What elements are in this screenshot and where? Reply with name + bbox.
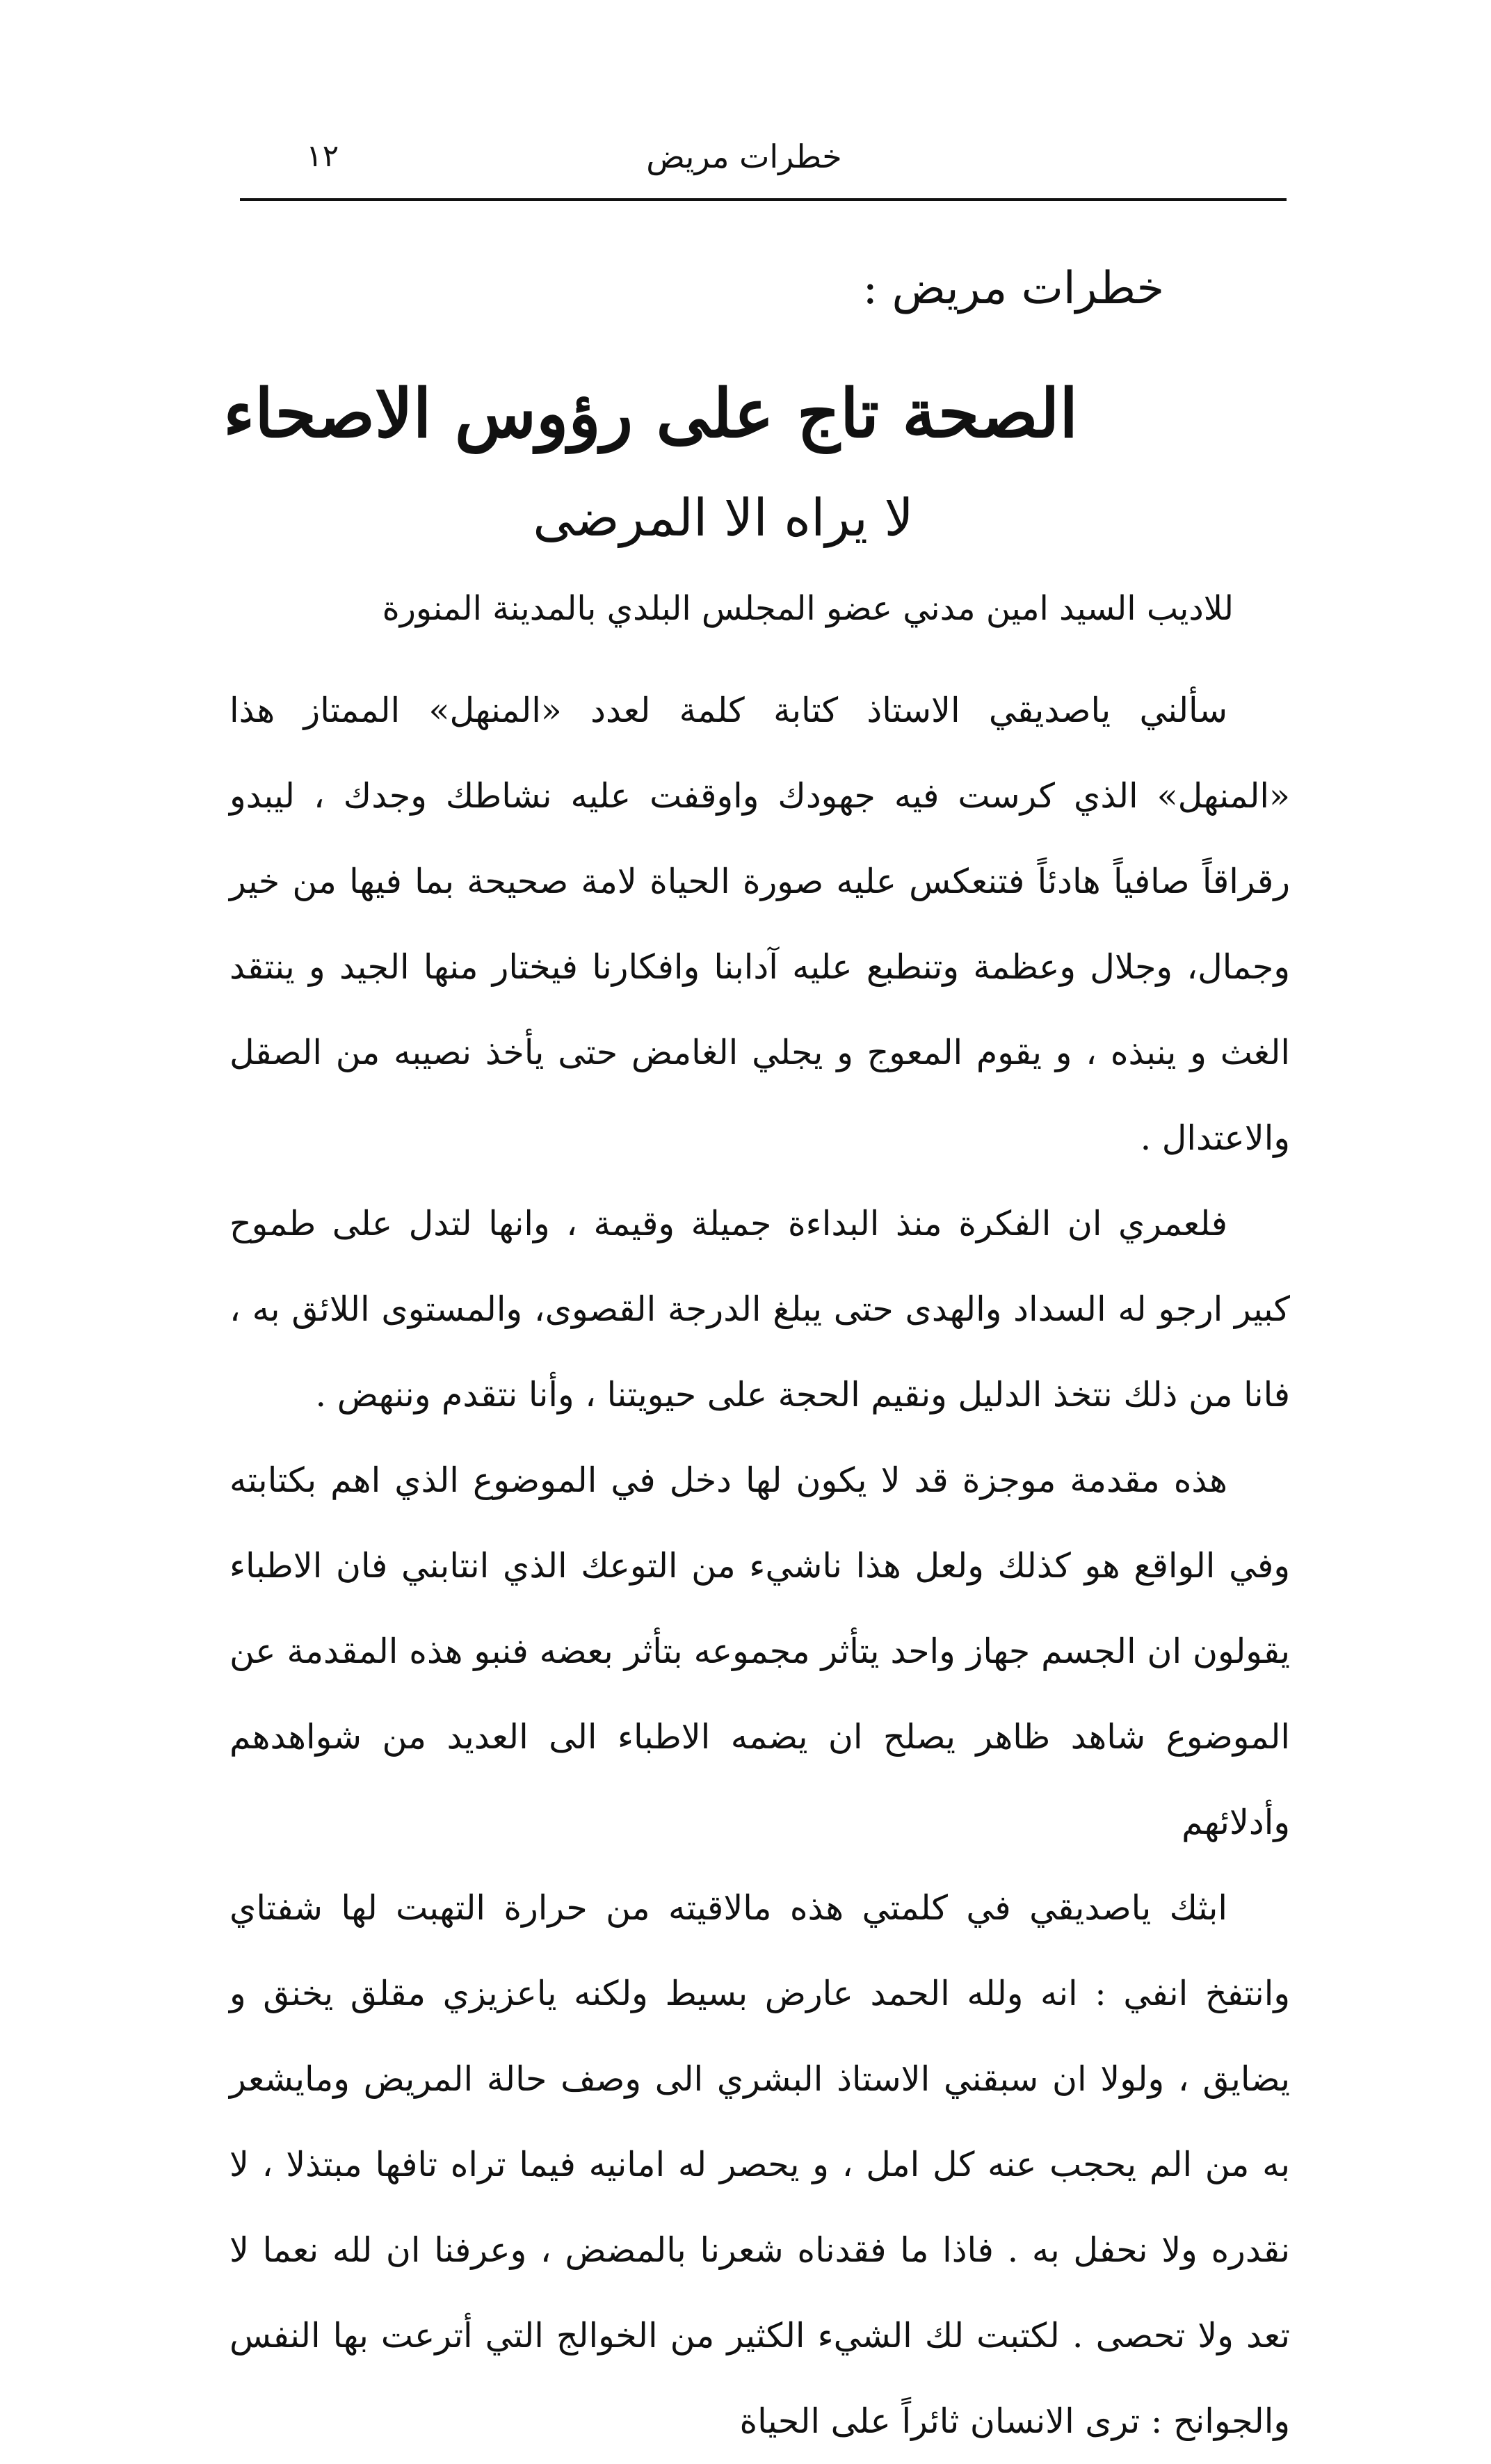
paragraph: سألني ياصديقي الاستاذ كتابة كلمة لعدد «المنهل» الممتاز هذا «المنهل» الذي كرست فيه جهودك واوقفت عليه نشاطك وجدك ، ليبدو رقراقاً صافياً هادئاً فتنعكس عليه صورة الحياة لامة صحيحة بما فيها من خير وجمال، وجلال وعظمة وتنطبع عليه آدابنا وافكارنا فيختار منها الجيد و ينتقد الغث و ينبذه ، و يقوم المعوج و يجلي الغامض حتى يأخذ نصيبه من الصقل والاعتدال . [229,691,1290,1158]
article-body [229,668,1290,2464]
page-number: ١٢ [306,138,339,174]
header-rule [240,198,1287,201]
paragraph: ابثك ياصديقي في كلمتي هذه مالاقيته من حرارة التهبت لها شفتاي وانتفخ انفي : انه ولله الحمد عارض بسيط ولكنه ياعزيزي مقلق يخنق و يضايق ، ولولا ان سبقني الاستاذ البشري الى وصف حالة المريض ومايشعر به من الم يحجب عنه كل امل ، و يحصر له امانيه فيما تراه تافها مبتذلا ، لا نقدره ولا نحفل به . فاذا ما فقدناه شعرنا بالمضض ، وعرفنا ان لله نعما لا تعد ولا تحصى . لكتبت لك الشيء الكثير من الخوالج التي أترعت بها النفس والجوانح : ترى الانسان ثائراً على الحياة [229,1888,1290,2441]
article-title: الصحة تاج على رؤوس الاصحاء [223,374,1078,453]
article-subtitle: لا يراه الا المرضى [533,488,914,548]
running-title: خطرات مريض [646,138,842,175]
series-title: خطرات مريض : [862,263,1164,314]
paragraph: هذه مقدمة موجزة قد لا يكون لها دخل في الموضوع الذي اهم بكتابته وفي الواقع هو كذلك ولعل هذا ناشيء من التوعك الذي انتابني فان الاطباء يقولون ان الجسم جهاز واحد يتأثر مجموعه بتأثر بعضه فنبو هذه المقدمة عن الموضوع شاهد ظاهر يصلح ان يضمه الاطباء الى العديد من شواهدهم وأدلائهم [229,1460,1290,1842]
paragraph: فلعمري ان الفكرة منذ البداءة جميلة وقيمة ، وانها لتدل على طموح كبير ارجو له السداد والهدى حتى يبلغ الدرجة القصوى، والمستوى اللائق به ، فانا من ذلك نتخذ الدليل ونقيم الحجة على حيويتنا ، وأنا نتقدم وننهض . [229,1204,1290,1415]
running-header [243,136,1287,184]
author-byline: للاديب السيد امين مدني عضو المجلس البلدي بالمدينة المنورة [382,589,1234,628]
